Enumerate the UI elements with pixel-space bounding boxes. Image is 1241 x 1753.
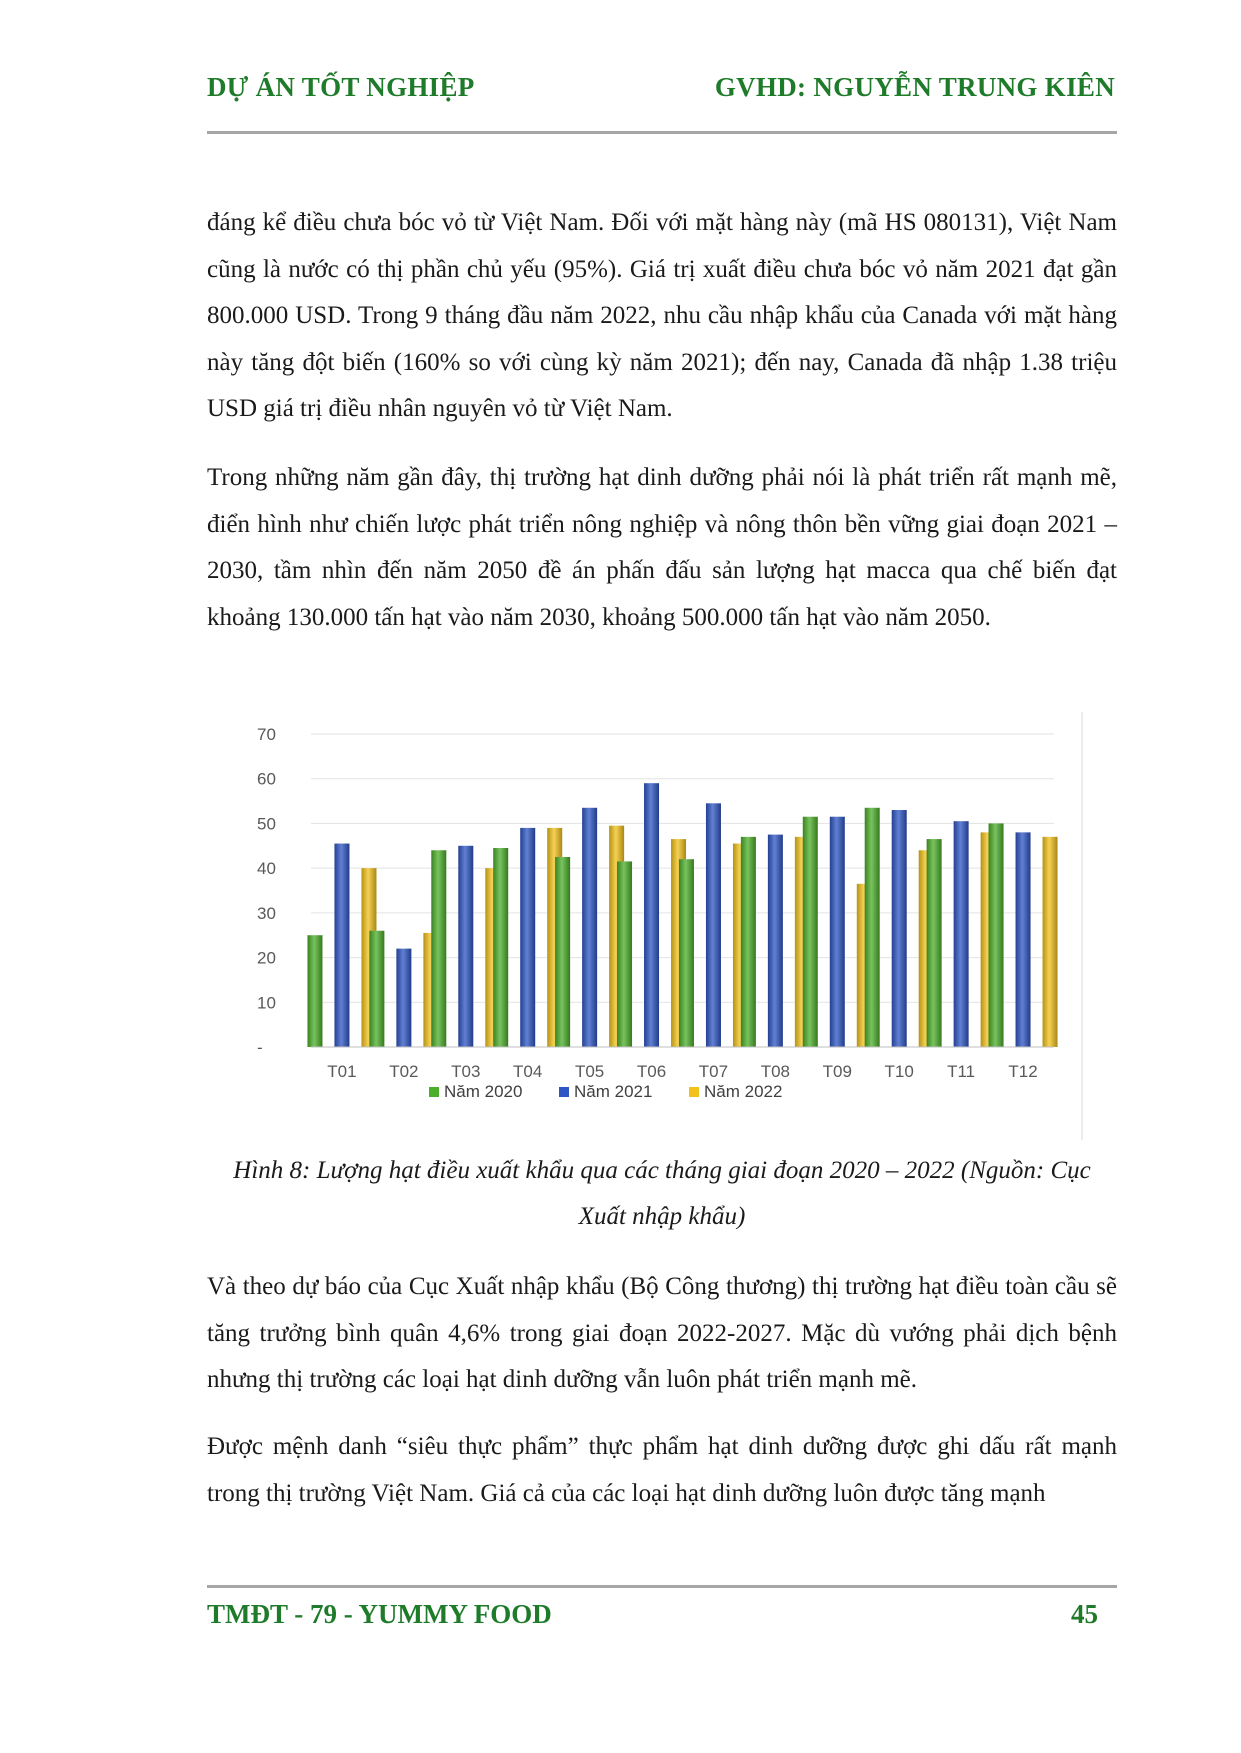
- bar-t05-năm-2020: [555, 857, 570, 1047]
- x-tick-label: T05: [574, 1062, 605, 1081]
- footer-divider: [207, 1585, 1117, 1588]
- footer-team-name: TMĐT - 79 - YUMMY FOOD: [207, 1599, 552, 1629]
- bar-t10-năm-2021: [892, 810, 907, 1047]
- y-tick-label: 40: [257, 859, 276, 879]
- y-tick-label: 70: [257, 725, 276, 744]
- bar-t03-năm-2020: [431, 850, 446, 1047]
- bar-t01-năm-2020: [307, 935, 322, 1047]
- legend-label: Năm 2020: [444, 1082, 523, 1101]
- y-tick-label: 10: [257, 993, 276, 1013]
- bar-t02-năm-2020: [369, 931, 384, 1047]
- y-tick-label: 30: [257, 903, 276, 923]
- bar-t05-năm-2021: [582, 808, 597, 1047]
- bar-t12-năm-2022: [1043, 837, 1058, 1047]
- x-tick-label: T07: [698, 1062, 729, 1081]
- body-paragraph-1: đáng kể điều chưa bóc vỏ từ Việt Nam. Đối với mặt hàng này (mã HS 080131), Việt Nam cũng là nước có thị phần chủ yếu (95%). Giá trị xuất điều chưa bóc vỏ năm 2021 đạt gần 800.000 USD. Trong 9 tháng đầu năm 2022, nhu cầu nhập khẩu của Canada với mặt hàng này tăng đột biến (160% so với cùng kỳ năm 2021); đến nay, Canada đã nhập 1.38 triệu USD giá trị điều nhân nguyên vỏ từ Việt Nam.: [207, 209, 1117, 422]
- y-tick-label: 50: [257, 814, 276, 834]
- bar-t02-năm-2021: [396, 949, 411, 1047]
- bar-t07-năm-2021: [706, 803, 721, 1047]
- export-chart-svg: [239, 712, 1084, 1140]
- bar-t12-năm-2020: [989, 823, 1004, 1047]
- header-project-title: DỰ ÁN TỐT NGHIỆP: [207, 72, 475, 102]
- bar-t09-năm-2021: [830, 817, 845, 1047]
- export-chart: [239, 712, 1084, 1140]
- page-number: 45: [1071, 1599, 1098, 1629]
- body-paragraph-3: Và theo dự báo của Cục Xuất nhập khẩu (Bộ Công thương) thị trường hạt điều toàn cầu sẽ tăng trưởng bình quân 4,6% trong giai đoạn 2022-2027. Mặc dù vướng phải dịch bệnh nhưng thị trường các loại hạt dinh dưỡng vẫn luôn phát triển mạnh mẽ.: [207, 1273, 1117, 1393]
- bar-t07-năm-2020: [679, 859, 694, 1047]
- body-paragraph-4: Được mệnh danh “siêu thực phẩm” thực phẩm hạt dinh dưỡng được ghi dấu rất mạnh trong thị trường Việt Nam. Giá cả của các loại hạt dinh dưỡng luôn được tăng mạnh: [207, 1433, 1117, 1507]
- y-tick-label: 60: [257, 769, 276, 789]
- legend-swatch: [559, 1087, 569, 1097]
- bar-t11-năm-2021: [954, 821, 969, 1047]
- x-tick-label: T08: [760, 1062, 791, 1081]
- x-tick-label: T02: [389, 1062, 419, 1081]
- bar-t09-năm-2020: [803, 817, 818, 1047]
- x-tick-label: T01: [327, 1062, 357, 1081]
- bar-t04-năm-2020: [493, 848, 508, 1047]
- x-tick-label: T03: [451, 1062, 481, 1081]
- bar-t06-năm-2020: [617, 861, 632, 1047]
- x-tick-label: T04: [513, 1062, 543, 1081]
- y-tick-label: 20: [257, 948, 276, 968]
- bar-t08-năm-2020: [741, 837, 756, 1047]
- x-tick-label: T10: [884, 1062, 914, 1081]
- y-tick-label: -: [257, 1038, 263, 1057]
- bar-t11-năm-2020: [927, 839, 942, 1047]
- bar-t01-năm-2021: [334, 844, 349, 1047]
- body-paragraph-2: Trong những năm gần đây, thị trường hạt dinh dưỡng phải nói là phát triển rất mạnh mẽ, điển hình như chiến lược phát triển nông nghiệp và nông thôn bền vững giai đoạn 2021 – 2030, tầm nhìn đến năm 2050 đề án phấn đấu sản lượng hạt macca qua chế biến đạt khoảng 130.000 tấn hạt vào năm 2030, khoảng 500.000 tấn hạt vào năm 2050.: [207, 464, 1117, 631]
- legend-swatch: [429, 1087, 439, 1097]
- header-divider: [207, 131, 1117, 134]
- figure-caption: Hình 8: Lượng hạt điều xuất khẩu qua các tháng giai đoạn 2020 – 2022 (Nguồn: Cục Xuất nhập khẩu): [233, 1157, 1091, 1230]
- x-tick-label: T09: [822, 1062, 852, 1081]
- legend-label: Năm 2021: [574, 1082, 653, 1101]
- bar-t08-năm-2021: [768, 835, 783, 1047]
- bar-t04-năm-2021: [520, 828, 535, 1047]
- bar-t06-năm-2021: [644, 783, 659, 1047]
- bar-t03-năm-2021: [458, 846, 473, 1047]
- x-tick-label: T12: [1008, 1062, 1038, 1081]
- bar-t10-năm-2020: [865, 808, 880, 1047]
- x-tick-label: T06: [636, 1062, 667, 1081]
- x-tick-label: T11: [947, 1062, 976, 1081]
- header-supervisor: GVHD: NGUYỄN TRUNG KIÊN: [714, 72, 1115, 102]
- bar-t12-năm-2021: [1016, 832, 1031, 1047]
- legend-swatch: [689, 1087, 699, 1097]
- legend-label: Năm 2022: [704, 1082, 783, 1101]
